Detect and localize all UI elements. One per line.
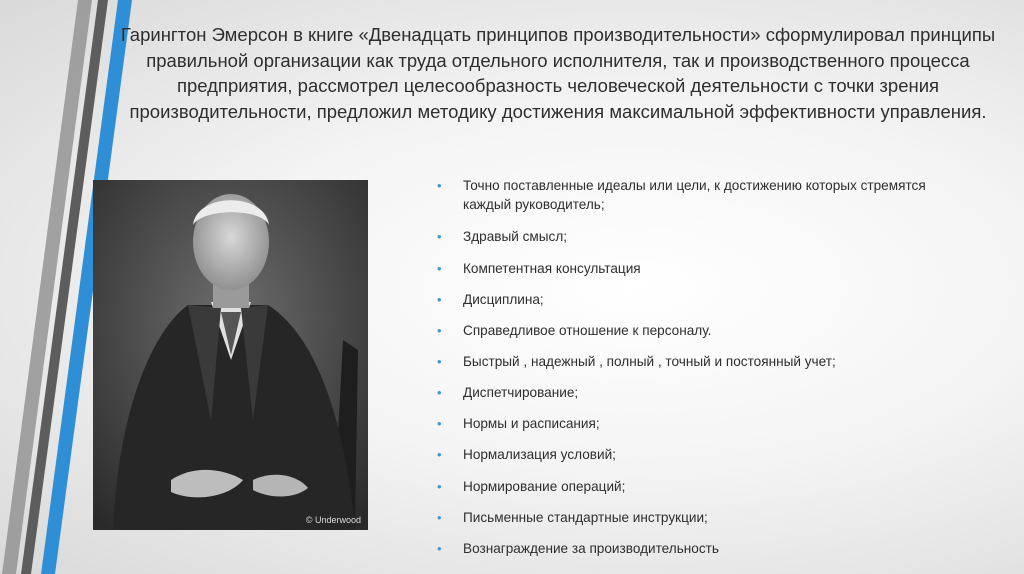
list-item: • Справедливое отношение к персоналу. [437,323,712,338]
bullet-icon: • [437,229,442,244]
slide-title: Гарингтон Эмерсон в книге «Двенадцать принципов производительности» сформулировал принципы правильной организации как труда отдельного исполнителя, так и производственного процесса предприятия, рассмотрел целесообразность человеческой деятельности с точки зрения производительности, предложил методику достижения максимальной эффективности управления. [120,24,996,122]
list-item: • Нормы и расписания; [437,416,600,431]
bullet-icon: • [437,178,442,193]
bullet-icon: • [437,541,442,556]
list-item: • Дисциплина; [437,292,544,307]
portrait-illustration [93,180,368,530]
bullet-icon: • [437,416,442,431]
bullet-icon: • [437,354,442,369]
portrait-photo [93,180,368,530]
photo-caption: © Underwood [305,515,361,525]
list-item: • Нормализация условий; [437,447,616,462]
list-item: • Диспетчирование; [437,385,579,400]
bullet-icon: • [437,323,442,338]
bullet-icon: • [437,510,442,525]
list-item: • Быстрый , надежный , полный , точный и постоянный учет; [437,354,836,369]
list-item: • Точно поставленные идеалы или цели, к достижению которых стремятся каждый руководитель; [437,178,926,212]
bullet-icon: • [437,479,442,494]
list-item: • Здравый смысл; [437,229,568,244]
list-item: • Компетентная консультация [437,261,641,276]
bullet-icon: • [437,261,442,276]
list-item: • Нормирование операций; [437,479,626,494]
bullet-icon: • [437,292,442,307]
list-item: • Вознаграждение за производительность [437,541,719,556]
bullet-icon: • [437,447,442,462]
bullet-icon: • [437,385,442,400]
list-item: • Письменные стандартные инструкции; [437,510,708,525]
